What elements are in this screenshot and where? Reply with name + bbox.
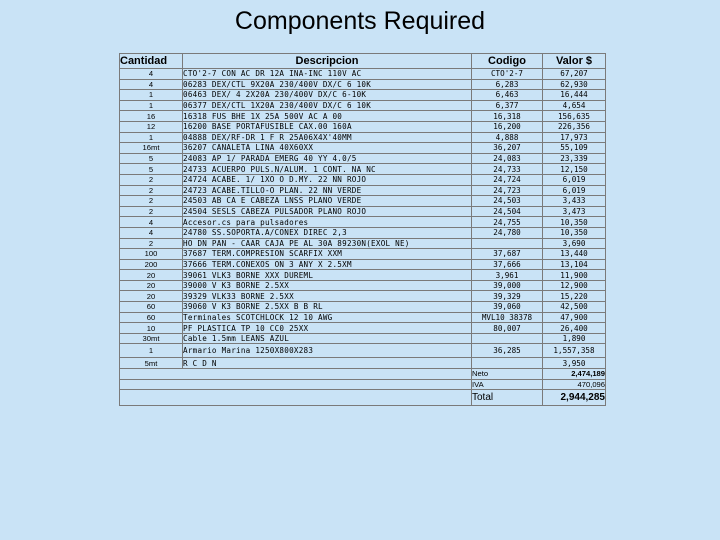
iva-label: IVA (472, 379, 543, 390)
cell-valor: 1,890 (543, 333, 606, 344)
cell-cantidad: 1 (120, 90, 183, 101)
cell-cantidad: 20 (120, 270, 183, 281)
cell-descripcion: 06377 DEX/CTL 1X20A 230/400V DX/C 6 10K (183, 100, 472, 111)
table-row (120, 238, 606, 249)
cell-cantidad: 2 (120, 174, 183, 185)
iva-value: 470,096 (543, 379, 606, 390)
cell-descripcion: R C D N (183, 358, 472, 369)
summary-spacer (120, 369, 472, 380)
cell-valor: 23,339 (543, 153, 606, 164)
cell-valor: 12,900 (543, 280, 606, 291)
summary-spacer (120, 390, 472, 406)
cell-cantidad: 4 (120, 227, 183, 238)
table-row (120, 270, 606, 281)
cell-codigo (472, 238, 543, 249)
table-row (120, 206, 606, 217)
cell-valor: 3,433 (543, 196, 606, 207)
cell-valor: 67,207 (543, 69, 606, 80)
cell-valor: 1,557,358 (543, 344, 606, 358)
cell-cantidad: 16mt (120, 143, 183, 154)
cell-descripcion: 24083 AP 1/ PARADA EMERG 40 YY 4.0/5 (183, 153, 472, 164)
cell-descripcion: 36207 CANALETA LINA 40X60XX (183, 143, 472, 154)
cell-descripcion: 06283 DEX/CTL 9X20A 230/400V DX/C 6 10K (183, 79, 472, 90)
cell-cantidad: 10 (120, 323, 183, 334)
cell-valor: 226,356 (543, 121, 606, 132)
cell-cantidad: 5 (120, 164, 183, 175)
cell-descripcion: 39060 V K3 BORNE 2.5XX B B RL (183, 302, 472, 313)
cell-codigo: 6,283 (472, 79, 543, 90)
cell-codigo: 3,961 (472, 270, 543, 281)
cell-codigo: 37,666 (472, 259, 543, 270)
cell-descripcion: CTO'2-7 CON AC DR 12A INA-INC 110V AC (183, 69, 472, 80)
cell-cantidad: 20 (120, 291, 183, 302)
cell-valor: 13,104 (543, 259, 606, 270)
cell-valor: 10,350 (543, 217, 606, 228)
cell-codigo: 6,377 (472, 100, 543, 111)
table-row (120, 259, 606, 270)
cell-cantidad: 200 (120, 259, 183, 270)
table-row (120, 302, 606, 313)
table-row (120, 79, 606, 90)
cell-valor: 156,635 (543, 111, 606, 122)
cell-cantidad: 2 (120, 196, 183, 207)
header-valor: Valor $ (543, 54, 606, 69)
table-row (120, 344, 606, 358)
cell-descripcion: 39329 VLK33 BORNE 2.5XX (183, 291, 472, 302)
cell-valor: 6,019 (543, 185, 606, 196)
cell-cantidad: 2 (120, 238, 183, 249)
cell-codigo (472, 333, 543, 344)
cell-codigo: 24,083 (472, 153, 543, 164)
cell-descripcion: 16200 BASE PORTAFUSIBLE CAX.00 160A (183, 121, 472, 132)
cell-descripcion: 04888 DEX/RF-DR 1 F R 25A06X4X'40MM (183, 132, 472, 143)
cell-valor: 62,930 (543, 79, 606, 90)
cell-codigo: 16,200 (472, 121, 543, 132)
header-cantidad: Cantidad (120, 54, 183, 69)
table-row (120, 291, 606, 302)
cell-cantidad: 1 (120, 100, 183, 111)
cell-descripcion: 37687 TERM.COMPRESION SCARFIX XXM (183, 249, 472, 260)
cell-codigo: 24,504 (472, 206, 543, 217)
cell-cantidad: 4 (120, 217, 183, 228)
cell-descripcion: 24780 SS.SOPORTA.A/CONEX DIREC 2,3 (183, 227, 472, 238)
cell-codigo: 4,888 (472, 132, 543, 143)
cell-valor: 6,019 (543, 174, 606, 185)
summary-spacer (120, 379, 472, 390)
cell-codigo: 16,318 (472, 111, 543, 122)
cell-codigo: 6,463 (472, 90, 543, 101)
cell-cantidad: 4 (120, 69, 183, 80)
total-value: 2,944,285 (543, 390, 606, 406)
cell-descripcion: PF PLASTICA TP 10 CC0 25XX (183, 323, 472, 334)
table-row (120, 100, 606, 111)
cell-valor: 3,690 (543, 238, 606, 249)
summary-row-neto (120, 369, 606, 380)
cell-descripcion: Cable 1.5mm LEANS AZUL (183, 333, 472, 344)
cell-codigo: CTO'2-7 (472, 69, 543, 80)
table-row (120, 153, 606, 164)
table-row (120, 185, 606, 196)
cell-valor: 42,500 (543, 302, 606, 313)
cell-valor: 3,950 (543, 358, 606, 369)
table-row (120, 196, 606, 207)
cell-descripcion: 24503 AB CA E CABEZA LNSS PLANO VERDE (183, 196, 472, 207)
cell-codigo: 39,000 (472, 280, 543, 291)
cell-cantidad: 100 (120, 249, 183, 260)
cell-descripcion: Armario Marina 1250X800X283 (183, 344, 472, 358)
header-descripcion: Descripcion (183, 54, 472, 69)
cell-descripcion: 24723 ACABE.TILLO-O PLAN. 22 NN VERDE (183, 185, 472, 196)
table-row (120, 132, 606, 143)
cell-cantidad: 5mt (120, 358, 183, 369)
cell-cantidad: 1 (120, 132, 183, 143)
table-row (120, 227, 606, 238)
cell-valor: 10,350 (543, 227, 606, 238)
cell-cantidad: 1 (120, 344, 183, 358)
cell-codigo: 24,724 (472, 174, 543, 185)
cell-valor: 47,900 (543, 312, 606, 323)
cell-cantidad: 12 (120, 121, 183, 132)
summary-section (120, 369, 606, 406)
cell-codigo: 24,503 (472, 196, 543, 207)
table-row (120, 111, 606, 122)
summary-row-total (120, 390, 606, 406)
cell-valor: 55,109 (543, 143, 606, 154)
table-row (120, 69, 606, 80)
cell-cantidad: 2 (120, 206, 183, 217)
cell-valor: 4,654 (543, 100, 606, 111)
neto-label: Neto (472, 369, 543, 380)
cell-cantidad: 60 (120, 302, 183, 313)
cell-codigo: 39,329 (472, 291, 543, 302)
cell-codigo: 80,007 (472, 323, 543, 334)
cell-codigo: 37,687 (472, 249, 543, 260)
cell-descripcion: 24724 ACABE. 1/ 1XO O D.MY. 22 NN ROJO (183, 174, 472, 185)
cell-descripcion: 37666 TERM.CONEXOS ON 3 ANY X 2.5XM (183, 259, 472, 270)
cell-valor: 11,900 (543, 270, 606, 281)
cell-cantidad: 30mt (120, 333, 183, 344)
cell-codigo: 24,780 (472, 227, 543, 238)
table-row (120, 217, 606, 228)
total-label: Total (472, 390, 543, 406)
cell-codigo (472, 358, 543, 369)
table-row (120, 164, 606, 175)
cell-cantidad: 2 (120, 185, 183, 196)
neto-value: 2,474,189 (543, 369, 606, 380)
cell-valor: 12,150 (543, 164, 606, 175)
cell-cantidad: 16 (120, 111, 183, 122)
cell-descripcion: Terminales SCOTCHLOCK 12 10 AWG (183, 312, 472, 323)
cell-descripcion: 16318 FUS BHE 1X 25A 500V AC A 00 (183, 111, 472, 122)
cell-cantidad: 60 (120, 312, 183, 323)
cell-valor: 26,400 (543, 323, 606, 334)
table-row (120, 249, 606, 260)
cell-descripcion: Accesor.cs para pulsadores (183, 217, 472, 228)
table-row (120, 121, 606, 132)
cell-codigo: 24,755 (472, 217, 543, 228)
table-row (120, 323, 606, 334)
table-body (120, 69, 606, 369)
table-row (120, 90, 606, 101)
cell-codigo: 39,060 (472, 302, 543, 313)
cell-codigo: 24,733 (472, 164, 543, 175)
cell-descripcion: 24504 SESLS CABEZA PULSADOR PLANO ROJO (183, 206, 472, 217)
cell-valor: 15,220 (543, 291, 606, 302)
components-table (119, 53, 606, 406)
cell-descripcion: 39000 V K3 BORNE 2.5XX (183, 280, 472, 291)
cell-codigo: 36,285 (472, 344, 543, 358)
cell-valor: 3,473 (543, 206, 606, 217)
cell-valor: 17,973 (543, 132, 606, 143)
cell-cantidad: 4 (120, 79, 183, 90)
cell-codigo: 24,723 (472, 185, 543, 196)
cell-descripcion: 06463 DEX/ 4 2X20A 230/400V DX/C 6-10K (183, 90, 472, 101)
page-title: Components Required (234, 7, 486, 35)
table-row (120, 312, 606, 323)
table-header-row (120, 54, 606, 69)
summary-row-iva (120, 379, 606, 390)
cell-descripcion: 24733 ACUERPO PULS.N/ALUM. 1 CONT. NA NC (183, 164, 472, 175)
table-row (120, 333, 606, 344)
cell-cantidad: 20 (120, 280, 183, 291)
cell-cantidad: 5 (120, 153, 183, 164)
header-codigo: Codigo (472, 54, 543, 69)
cell-valor: 16,444 (543, 90, 606, 101)
table-row (120, 280, 606, 291)
cell-codigo: MVL10 38378 (472, 312, 543, 323)
cell-valor: 13,440 (543, 249, 606, 260)
cell-descripcion: HO DN PAN - CAAR CAJA PE AL 30A 89230N(EXOL NE) (183, 238, 472, 249)
table-row (120, 174, 606, 185)
table-row (120, 143, 606, 154)
table-row (120, 358, 606, 369)
cell-codigo: 36,207 (472, 143, 543, 154)
cell-descripcion: 39061 VLK3 BORNE XXX DUREML (183, 270, 472, 281)
